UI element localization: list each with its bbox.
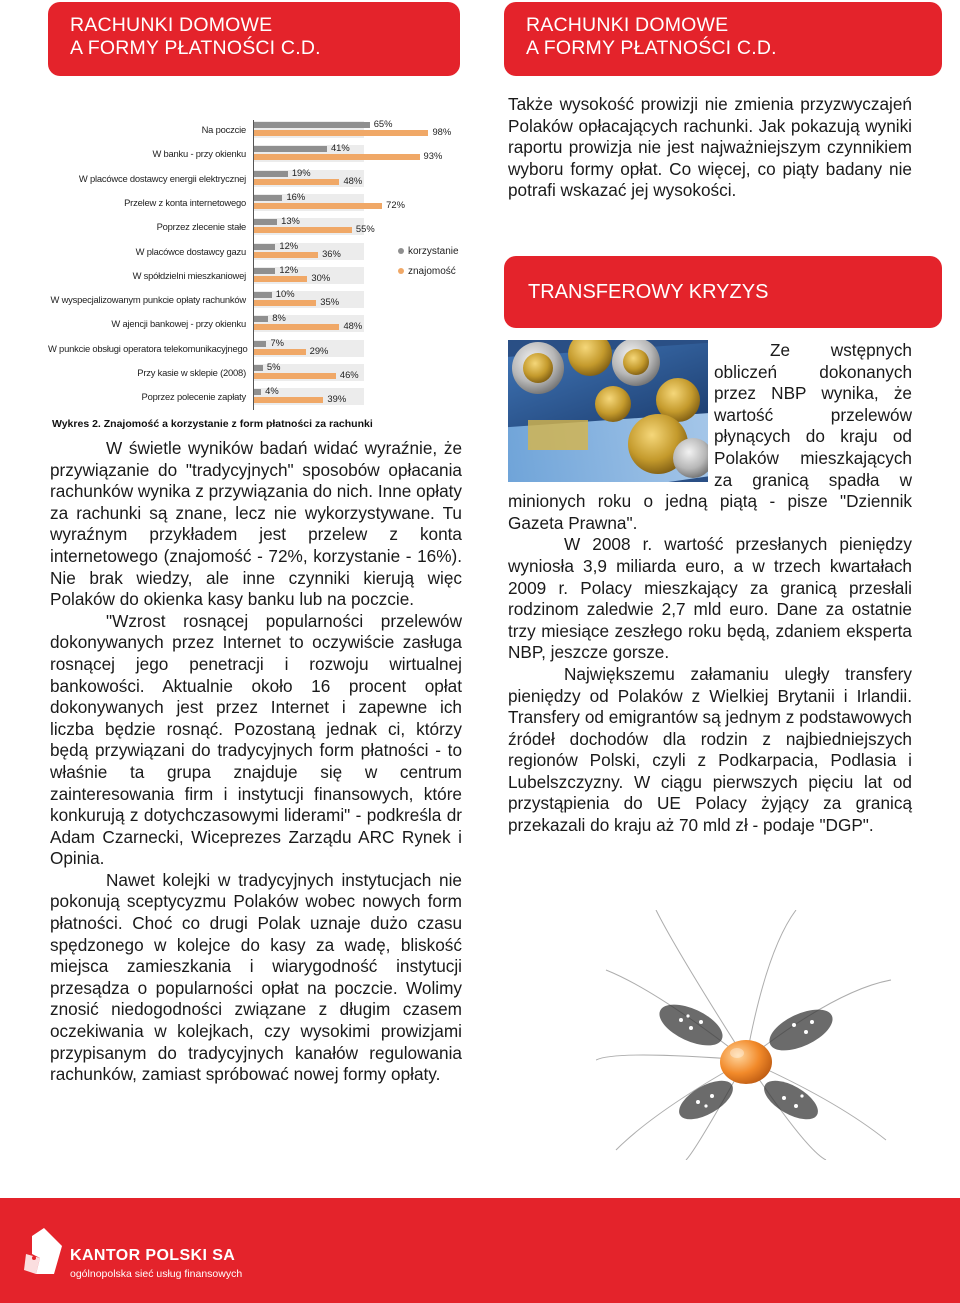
data-label-korzystanie-9: 7% [270,336,285,348]
category-label: W punkcie obsługi operatora telekomunikacyjnego [48,342,248,354]
data-label-korzystanie-4: 13% [281,215,300,227]
data-label-znajomość-9: 29% [309,344,329,356]
data-label-korzystanie-10: 5% [266,361,281,372]
legend-item-korzystanie [398,246,459,257]
left-paragraph-1-text: W świetle wyników badań widać wyraźnie, że przywiązanie do "tradycyjnych" sposobów opłacania rachunków wynika z przywiązania do nich. Inne opłaty za rachunki są znane, lecz nie wykorzystywane. Tu wyraźnym przykładem jest przelew z konta internetowego (znajomość - 72%, korzystanie - 16%). Nie brak wiedzy, ale inne czynniki kierują więc Polaków do okienka kasy banku lub na poczcie. [50,438,462,610]
bar-znajomość-2 [254,179,339,185]
bar-znajomość-8 [254,324,339,330]
data-label-korzystanie-3: 16% [286,190,306,202]
bar-korzystanie-8 [254,316,268,322]
category-label: Poprzez polecenie zapłaty [141,391,246,403]
bar-znajomość-9 [254,349,306,355]
data-label-korzystanie-5: 12% [279,239,299,251]
bar-korzystanie-10 [254,365,263,371]
right-column-text [508,340,912,837]
bar-znajomość-3 [254,203,382,209]
bar-znajomość-7 [254,300,316,306]
category-label: Przy kasie w sklepie (2008) [137,367,246,378]
data-label-znajomość-4: 55% [355,223,375,235]
data-label-korzystanie-6: 12% [279,263,299,275]
data-label-znajomość-1: 93% [423,150,443,162]
header-right-line2: A FORMY PŁATNOŚCI C.D. [526,37,777,59]
category-label: W spółdzielni mieszkaniowej [132,269,246,281]
bar-korzystanie-1 [254,146,327,152]
data-label-korzystanie-0: 65% [373,118,393,129]
section-heading-transfer [504,256,942,328]
transfer-heading-text: TRANSFEROWY KRYZYS [528,280,769,303]
category-label: Przelew z konta internetowego [124,196,246,208]
right-top-paragraph: Także wysokość prowizji nie zmienia przyzwyczajeń Polaków opłacających rachunki. Jak pokazują wyniki raportu prowizja nie jest najważniejszym czynnikiem wyboru formy opłat. Co więcej, co piąty badany nie potrafi wskazać jej wysokości. [508,94,912,201]
data-label-korzystanie-8: 8% [272,312,286,324]
bar-znajomość-11 [254,397,323,403]
left-paragraph-3-text: Nawet kolejki w tradycyjnych instytucjach nie pokonują sceptycyzmu Polaków wobec nowych form płatności. Choć co drugi Polak uznaje dużo czasu spędzonego w kolejce do kasy za wadę, bliskość miejsca zamieszkania i wiarygodność instytucji przesądza o popularności opłat na poczcie. Wolimy znosić niedogodności związane z długim czasem oczekiwania w kolejkach, czy wysokimi prowizjami przypisanym do tradycyjnych kanałów regulowania rachunków, zamiast spróbować nowej formy opłaty. [50,869,462,1085]
egg-feathers-illustration [596,910,896,1160]
bar-chart [48,116,466,434]
bar-korzystanie-4 [254,219,277,225]
data-label-znajomość-2: 48% [343,174,363,186]
image-spacer [508,340,714,488]
bar-znajomość-0 [254,130,428,136]
category-label: Na poczcie [201,124,246,135]
bar-znajomość-5 [254,252,318,258]
data-label-znajomość-0: 98% [432,126,452,137]
legend-swatch-znajomosc [398,268,404,274]
left-column-text [50,438,462,1086]
bar-znajomość-4 [254,227,352,233]
bar-znajomość-6 [254,276,307,282]
bar-korzystanie-3 [254,195,282,201]
data-label-znajomość-5: 36% [322,247,341,259]
data-label-korzystanie-11: 4% [265,385,279,397]
category-label: W banku - przy okienku [152,148,246,160]
category-label: W placówce dostawcy gazu [135,245,246,257]
header-right-line1: RACHUNKI DOMOWE [526,14,729,36]
bar-korzystanie-2 [254,171,288,177]
bar-znajomość-10 [254,373,336,379]
legend-label-znajomosc: znajomość [408,266,456,277]
right-paragraph-2-text: W 2008 r. wartość przesłanych pieniędzy wyniosła 3,9 miliarda euro, a w trzech kwartałach 2009 r. Polacy mieszkający za granicą przesłali rodzinom zaledwie 2,7 mld euro. Dane za ostatnie trzy miesiące zeszłego roku będą, zdaniem eksperta NBP, jeszcze gorsze. [508,534,912,663]
bar-korzystanie-5 [254,244,275,250]
bar-korzystanie-7 [254,292,272,298]
left-paragraph-2 [50,611,462,870]
header-left [48,2,460,76]
chart-caption: Wykres 2. Znajomość a korzystanie z form płatności za rachunki [52,418,373,430]
data-label-znajomość-7: 35% [320,296,340,308]
category-label: W wyspecjalizowanym punkcie opłaty rachunków [50,294,246,306]
data-label-znajomość-3: 72% [386,198,405,210]
legend-swatch-korzystanie [398,248,404,254]
legend-label-korzystanie: korzystanie [408,246,459,257]
data-label-znajomość-6: 30% [311,271,331,283]
category-label: W placówce dostawcy energii elektrycznej [78,172,246,184]
footer-tagline: ogólnopolska sieć usług finansowych [70,1268,243,1280]
bar-korzystanie-9 [254,341,266,347]
bar-korzystanie-6 [254,268,275,274]
bar-korzystanie-0 [254,122,370,128]
footer-brand-name: KANTOR POLSKI SA [70,1247,236,1264]
left-paragraph-2-text: "Wzrost rosnącej popularności przelewów dokonywanych przez Internet to oczywiście zasługa rosnącej jego penetracji i rozwoju wirtualnej bankowości. Aktualnie około 16 procent opłat dokonywanych jest przez Internet i zapewne ich liczba będzie rosnąć. Pozostaną jednak ci, którzy będą przywiązani do tradycyjnych form płatności - to właśnie ta grupa znajduje się w centrum zainteresowania firm i instytucji finansowych, które konkurują z dotychczasowymi liderami" - podkreśla dr Adam Czarnecki, Wiceprezes Zarządu ARC Rynek i Opinia. [50,610,462,869]
data-label-korzystanie-2: 19% [291,166,311,178]
header-right [504,2,942,76]
data-label-korzystanie-7: 10% [275,288,295,300]
bar-korzystanie-11 [254,389,261,395]
data-label-znajomość-11: 39% [327,393,347,405]
right-paragraph-3 [508,664,912,837]
left-paragraph-3 [50,870,462,1086]
data-label-korzystanie-1: 41% [330,142,350,154]
data-label-znajomość-10: 46% [339,369,359,380]
category-label: Poprzez zlecenie stałe [156,221,246,233]
right-paragraph-2 [508,534,912,664]
header-left-line2: A FORMY PŁATNOŚCI C.D. [70,37,321,59]
category-label: W ajencji bankowej - przy okienku [111,318,246,330]
right-paragraph-3-text: Największemu załamaniu uległy transfery pieniędzy od Polaków z Wielkiej Brytanii i Irlandii. Transfery od emigrantów są jednym z podstawowych źródeł dochodów dla rodzin z najbiedniejszych regionów Polski, czyli z Podkarpacia, Podlasia i Lubelszczyzny. W ciągu pierwszych pięciu lat od przystąpienia do UE Polacy żyjący za granicą przekazali do kraju aż 70 mld zł - podaje "DGP". [508,663,912,836]
right-paragraph-1-text: Ze wstępnych obliczeń dokonanych przez NBP wynika, że wartość przelewów płynących do kraju od Polaków mieszkających za granicą spadła w minionych roku o jedną piątą - pisze "Dziennik Gazeta Prawna". [508,340,912,533]
left-paragraph-1 [50,438,462,611]
legend-item-znajomosc [398,266,456,277]
header-left-line1: RACHUNKI DOMOWE [70,14,273,36]
bar-znajomość-1 [254,154,420,160]
data-label-znajomość-8: 48% [343,320,363,332]
